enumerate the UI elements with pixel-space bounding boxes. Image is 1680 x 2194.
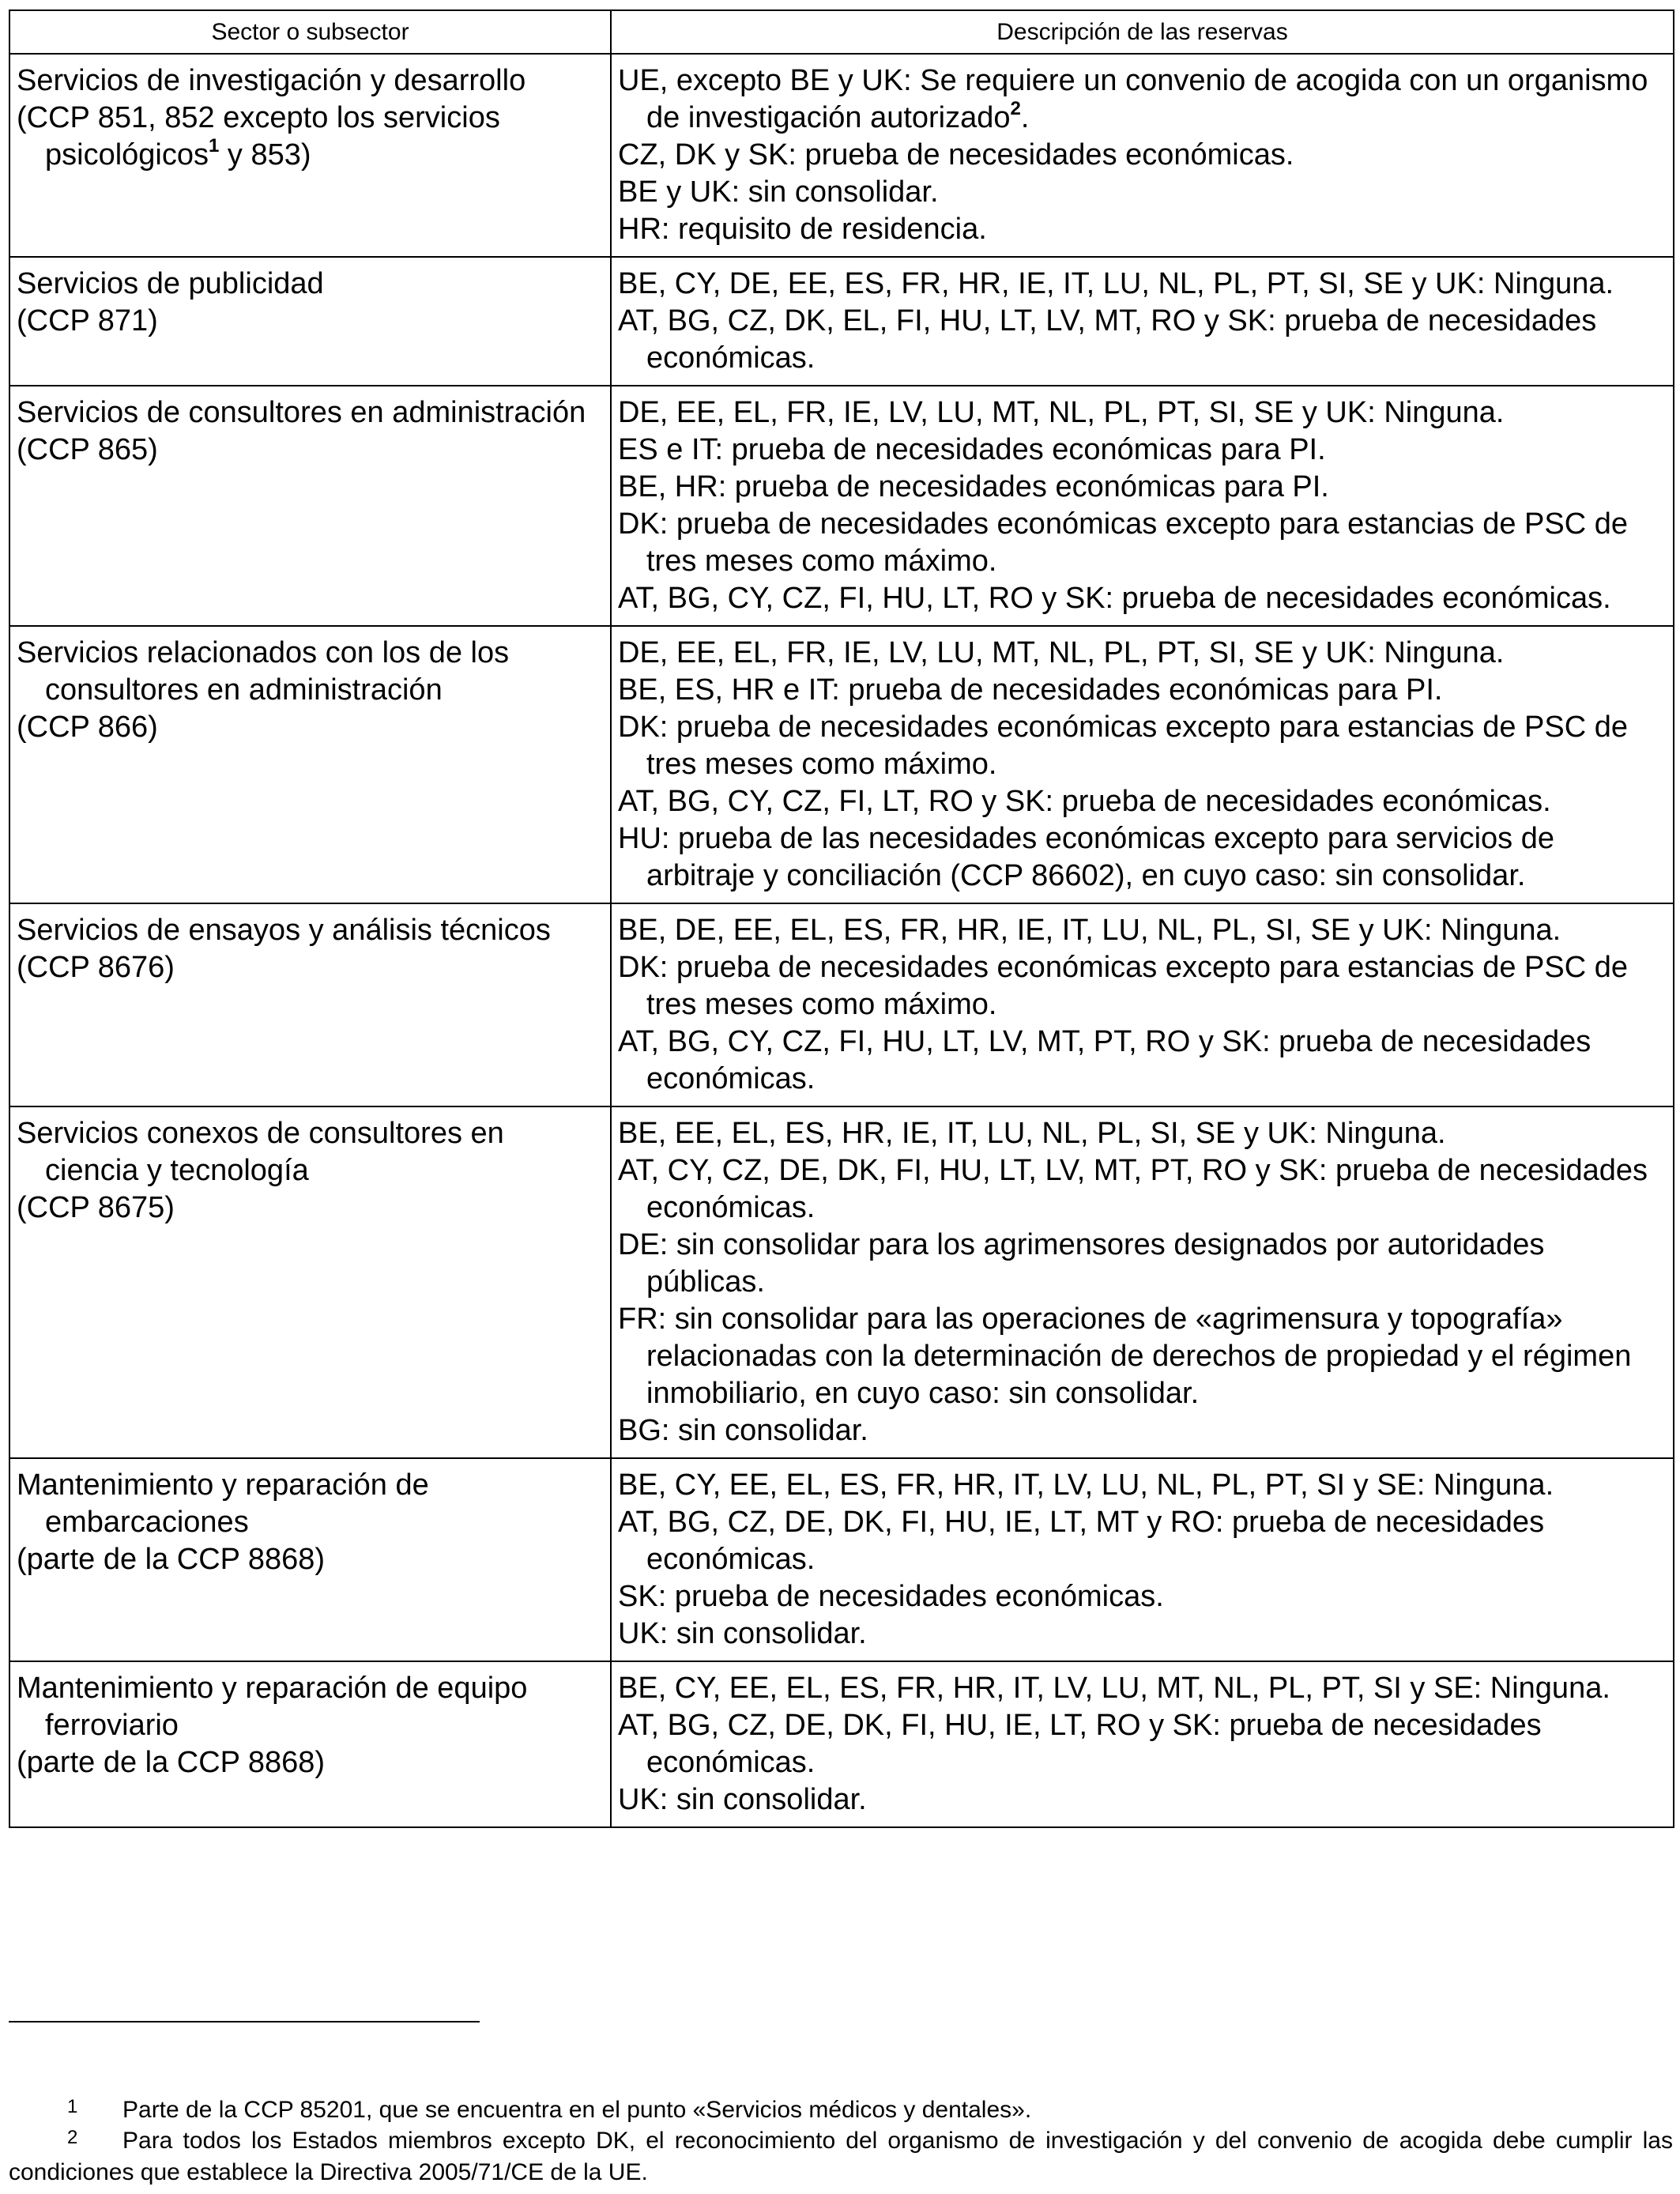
sector-cell <box>9 1661 611 1827</box>
description-cell <box>611 1661 1674 1827</box>
description-cell <box>611 903 1674 1106</box>
sector-line: (CCP 8675) <box>17 1191 175 1224</box>
description-line: DK: prueba de necesidades económicas excepto para estancias de PSC de tres meses como máximo. <box>618 951 1629 1021</box>
description-line: AT, BG, CZ, DE, DK, FI, HU, IE, LT, MT y RO: prueba de necesidades económicas. <box>618 1506 1545 1576</box>
sector-cell <box>9 903 611 1106</box>
sector-cell <box>9 386 611 626</box>
description-line: BG: sin consolidar. <box>618 1414 868 1447</box>
table-row <box>9 257 1674 386</box>
description-line: DK: prueba de necesidades económicas excepto para estancias de PSC de tres meses como máximo. <box>618 711 1629 781</box>
footnote <box>9 2122 1673 2188</box>
footnote-number: 1 <box>67 2096 78 2117</box>
sector-line: Servicios de consultores en administración <box>17 396 586 429</box>
sector-cell <box>9 1106 611 1458</box>
description-line: FR: sin consolidar para las operaciones de «agrimensura y topografía» relacionadas con la determinación de derechos de propiedad y el régimen inmobiliario, en cuyo caso: sin consolidar. <box>618 1302 1632 1410</box>
description-line: SK: prueba de necesidades económicas. <box>618 1580 1164 1613</box>
description-line: BE, ES, HR e IT: prueba de necesidades económicas para PI. <box>618 673 1443 707</box>
footnote <box>9 2091 1673 2126</box>
description-line: BE, CY, DE, EE, ES, FR, HR, IE, IT, LU, NL, PL, PT, SI, SE y UK: Ninguna. <box>618 267 1614 300</box>
sector-line: Mantenimiento y reparación de embarcaciones <box>17 1468 429 1539</box>
sector-line: Servicios conexos de consultores en ciencia y tecnología <box>17 1117 504 1187</box>
description-line: UE, excepto BE y UK: Se requiere un convenio de acogida con un organismo de investigación autorizado$^2$. <box>618 64 1648 134</box>
sector-cell <box>9 1458 611 1661</box>
sector-line: (CCP 851, 852 excepto los servicios psicológicos$^1$ y 853) <box>17 101 500 172</box>
reservations-table <box>9 9 1674 1828</box>
description-line: AT, BG, CY, CZ, FI, HU, LT, RO y SK: prueba de necesidades económicas. <box>618 582 1611 615</box>
footnote-number: 2 <box>67 2127 78 2148</box>
description-line: UK: sin consolidar. <box>618 1783 867 1816</box>
sector-line: (CCP 8676) <box>17 951 175 984</box>
description-line: AT, BG, CZ, DE, DK, FI, HU, IE, LT, RO y SK: prueba de necesidades económicas. <box>618 1709 1542 1779</box>
description-line: AT, CY, CZ, DE, DK, FI, HU, LT, LV, MT, PT, RO y SK: prueba de necesidades económicas. <box>618 1154 1648 1224</box>
table-row <box>9 1458 1674 1661</box>
description-line: BE, DE, EE, EL, ES, FR, HR, IE, IT, LU, NL, PL, SI, SE y UK: Ninguna. <box>618 914 1561 947</box>
description-line: DE: sin consolidar para los agrimensores designados por autoridades públicas. <box>618 1228 1545 1299</box>
header-description: Descripción de las reservas <box>611 10 1674 54</box>
sector-cell <box>9 54 611 257</box>
table-row <box>9 1661 1674 1827</box>
footnote-ref[interactable]: 1 <box>209 135 220 156</box>
sector-line: Servicios de publicidad <box>17 267 324 300</box>
sector-line: Servicios de ensayos y análisis técnicos <box>17 914 551 947</box>
sector-line: Mantenimiento y reparación de equipo ferroviario <box>17 1672 528 1742</box>
sector-line: (parte de la CCP 8868) <box>17 1543 326 1576</box>
description-line: AT, BG, CZ, DK, EL, FI, HU, LT, LV, MT, RO y SK: prueba de necesidades económicas. <box>618 304 1597 375</box>
sector-cell <box>9 257 611 386</box>
description-line: DK: prueba de necesidades económicas excepto para estancias de PSC de tres meses como máximo. <box>618 507 1629 578</box>
table-row <box>9 626 1674 903</box>
footnote-separator <box>9 2021 480 2022</box>
header-sector: Sector o subsector <box>9 10 611 54</box>
description-line: HU: prueba de las necesidades económicas excepto para servicios de arbitraje y conciliación (CCP 86602), en cuyo caso: sin consolidar. <box>618 822 1554 892</box>
description-line: BE, CY, EE, EL, ES, FR, HR, IT, LV, LU, NL, PL, PT, SI y SE: Ninguna. <box>618 1468 1554 1502</box>
description-line: BE, HR: prueba de necesidades económicas para PI. <box>618 470 1329 503</box>
description-line: DE, EE, EL, FR, IE, LV, LU, MT, NL, PL, PT, SI, SE y UK: Ninguna. <box>618 636 1505 669</box>
description-line: DE, EE, EL, FR, IE, LV, LU, MT, NL, PL, PT, SI, SE y UK: Ninguna. <box>618 396 1505 429</box>
table-row <box>9 54 1674 257</box>
table-row <box>9 903 1674 1106</box>
description-line: CZ, DK y SK: prueba de necesidades económicas. <box>618 138 1294 172</box>
description-line: AT, BG, CY, CZ, FI, LT, RO y SK: prueba de necesidades económicas. <box>618 785 1551 818</box>
table-row <box>9 386 1674 626</box>
description-cell <box>611 54 1674 257</box>
description-cell <box>611 1106 1674 1458</box>
footnote-text: Parte de la CCP 85201, que se encuentra en el punto «Servicios médicos y dentales». <box>122 2097 1032 2123</box>
sector-line: (CCP 866) <box>17 711 158 744</box>
sector-cell <box>9 626 611 903</box>
footnote-ref[interactable]: 2 <box>1010 98 1021 119</box>
sector-line: (CCP 865) <box>17 433 158 466</box>
description-line: UK: sin consolidar. <box>618 1617 867 1650</box>
description-line: AT, BG, CY, CZ, FI, HU, LT, LV, MT, PT, RO y SK: prueba de necesidades económicas. <box>618 1025 1591 1095</box>
description-cell <box>611 257 1674 386</box>
sector-line: (CCP 871) <box>17 304 158 337</box>
description-line: BE, CY, EE, EL, ES, FR, HR, IT, LV, LU, MT, NL, PL, PT, SI y SE: Ninguna. <box>618 1672 1610 1705</box>
table-row <box>9 1106 1674 1458</box>
sector-line: Servicios relacionados con los de los consultores en administración <box>17 636 510 707</box>
sector-line: (parte de la CCP 8868) <box>17 1746 326 1779</box>
footnote-text: Para todos los Estados miembros excepto DK, el reconocimiento del organismo de investigación y del convenio de acogida debe cumplir las condiciones que establece la Directiva 2005/71/CE de la UE. <box>9 2128 1673 2185</box>
description-line: BE, EE, EL, ES, HR, IE, IT, LU, NL, PL, SI, SE y UK: Ninguna. <box>618 1117 1446 1150</box>
description-cell <box>611 386 1674 626</box>
description-line: ES e IT: prueba de necesidades económicas para PI. <box>618 433 1326 466</box>
sector-line: Servicios de investigación y desarrollo <box>17 64 526 97</box>
table-header-row <box>9 10 1674 54</box>
description-line: HR: requisito de residencia. <box>618 213 987 246</box>
description-cell <box>611 626 1674 903</box>
description-cell <box>611 1458 1674 1661</box>
description-line: BE y UK: sin consolidar. <box>618 175 939 209</box>
